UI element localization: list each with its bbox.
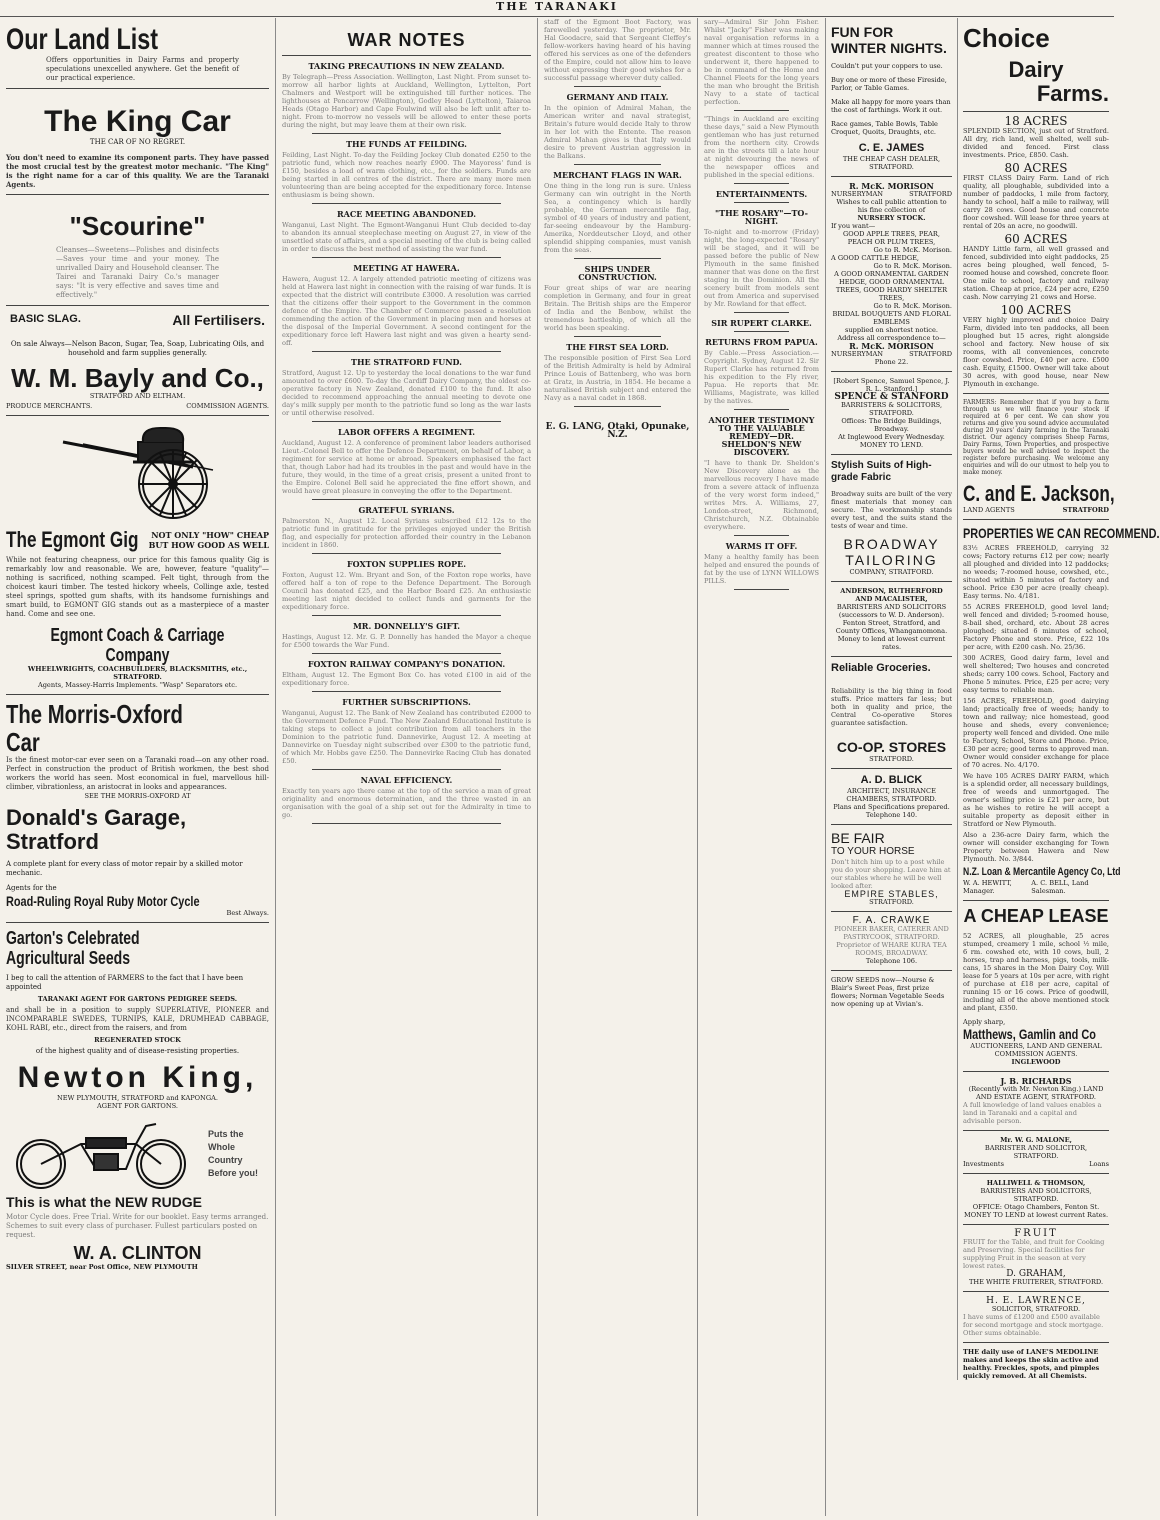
lawrence-body: I have sums of £1200 and £500 available for second mortgage and stock mortgage. Other sums obtainable. (963, 1313, 1104, 1337)
property-item: We have 105 ACRES DAIRY FARM, which is a splendid order, all necessary buildings, free of weeds and unmortgaged. The owner's selling price is £21 per acre, but as he wishes to retire he will accept a suitable property as deposit either in Stratford or New Plymouth. (963, 772, 1109, 828)
property-item: 55 ACRES FREEHOLD, good level land; well fenced and divided; 5-roomed house, 8-bail shed, orchard, etc. About 28 acres ploughed; situated 6 minutes of school, Factory Phone and store. Price, £22 10s per acre, with £200 cash. No. 25/36. (963, 603, 1109, 651)
middle-news-body: In the opinion of Admiral Mahan, the American writer and naval strategist, Britain's future would decide Italy to throw in her lot with the Entente. The reason Admiral Mahan gives is that Italy would desire to prevent Austrian aggression in the Balkans. (544, 104, 691, 160)
middle-news-body: staff of the Egmont Boot Factory, was farewelled yesterday. The proprietor, Mr. Hal Goodacre, said that Sergeant Cleffey's fellow-workers having heard of his having offered his services as one of the defenders of the Empire, could not allow him to leave without expressing their good wishes for a successful passage wherever duty called. (544, 18, 691, 82)
donald-title: Donald's Garage, Stratford (6, 805, 187, 854)
all-fertilisers: All Fertilisers. (172, 312, 265, 328)
stylish-body: Broadway suits are built of the very finest materials that money can secure. The workmanship stands every test, and the suits stand the tests of wear and time. (831, 490, 952, 530)
middle-news-heading: MERCHANT FLAGS IN WAR. (553, 170, 682, 180)
malone-investments: Investments (963, 1160, 1004, 1168)
war-note-body: Wanganui, August 12. The Bank of New Zealand has contributed £2000 to the Government Defence Fund. The New Zealand Educational Institute is taking steps to collect a joint contribution from all teachers in the Dominion to the patriotic fund. Dannevirke, August 12. A meeting at Dannevirke on Tuesday night subscribed over £300 to the patriotic fund, of which Mr. Hobbs gave £250. The Dannevirke Racing Club has donated £50. (282, 709, 531, 765)
buy-games: Buy one or more of these Fireside, Parlor, or Table Games. (831, 76, 947, 92)
empire-title: EMPIRE STABLES, (844, 889, 939, 899)
column-news-right (698, 18, 826, 1516)
anderson-office: Fenton Street, Stratford, and County Offices, Whangamomona. (835, 619, 948, 635)
masthead: THE TARANAKI (0, 0, 1114, 17)
middle-news-heading: GERMANY AND ITALY. (566, 92, 669, 102)
halliwell-sub: BARRISTERS AND SOLICITORS, STRATFORD. (980, 1187, 1092, 1203)
war-note-body: Palmerston N., August 12. Local Syrians subscribed £12 12s to the patriotic fund in gratitude for the privileges enjoyed under the British flag, and especially for protection afforded their country in the Lebanon incident in 1860. (282, 517, 531, 549)
cant-put: Couldn't put your coppers to use. (831, 62, 943, 70)
fruit-body: FRUIT for the Table, and fruit for Cooking and Preserving. Special facilities for supplying Fruit in the season at very lowest rates. (963, 1238, 1105, 1270)
moto-headline: This is what the NEW RUDGE (6, 1194, 203, 1210)
war-notes-title: WAR NOTES (347, 30, 466, 50)
morris-body: Is the finest motor-car ever seen on a Taranaki road—on any other road. Perfect in construction the product of British workmen, the best shod workers the world has seen. Most economical in fuel, marvellous hill-climber, vibrationless, an aristocrat in looks and appearances. (6, 756, 269, 791)
ornamental: A GOOD ORNAMENTAL GARDEN HEDGE, GOOD ORNAMENTAL TREES, GOOD HARDY SHELTER TREES, (834, 270, 949, 302)
richards-title: J. B. RICHARDS (1000, 1076, 1072, 1086)
war-note-body: Exactly ten years ago there came at the top of the service a man of great originality and enormous determination, and the three wasted in an organisation with the goal of a ship set out for the Admiralty in time to go. (282, 787, 531, 819)
listing-body: HANDY Little farm, all well grassed and fenced, subdivided into eight paddocks, 25 acres being ploughed, well fenced, 5-roomed house and cowshed, concrete floor. One mile to school, factory and railway station. Cheap at price, £24 per acre, £250 cash. Now carrying 21 cows and Horse. (963, 245, 1109, 301)
morison-name-2: R. McK. MORISON (849, 341, 934, 351)
middle-news-body: One thing in the long run is sure. Unless Germany can win outright in the North Sea, a contingency which is hardly probable, the German mercantile flag, symbol of 40 years of industry and patient, far-seeing endeavour by the Hamburg-Amerika, Norddeutscher Lloyd, and other splendid shipping companies, must vanish from the seas. (544, 182, 691, 254)
apple-trees: GOOD APPLE TREES, PEAR, PEACH OR PLUM TREES, (843, 230, 940, 246)
coop-sub: STRATFORD. (869, 755, 914, 763)
ruby-motor-cycle: Road-Ruling Royal Ruby Motor Cycle (6, 893, 200, 909)
anderson-sub: BARRISTERS AND SOLICITORS (successors to W. D. Anderson). (836, 603, 947, 619)
cheap-lease-title: A CHEAP LEASE (963, 906, 1109, 926)
apply-sharp: Apply sharp, (963, 1018, 1006, 1026)
stylish-title: Stylish Suits of High-grade Fabric (831, 460, 932, 483)
crawke-phone: Telephone 106. (865, 957, 918, 965)
war-note-heading: FOXTON SUPPLIES ROPE. (346, 559, 467, 569)
richards-body: A full knowledge of land values enables a land in Taranaki and a capital and advisable person. (963, 1101, 1102, 1125)
war-note-body: Foxton, August 12. Wm. Bryant and Son, of the Foxton rope works, have offered half a ton of rope to the Defence Department. The Borough Council has donated £25, and the Harbor Board £25. An enthusiastic meeting last night decided to collect funds and garments for the expeditionary force. (282, 571, 531, 611)
middle-news-heading: THE FIRST SEA LORD. (566, 342, 669, 352)
nz-loan-title: N.Z. Loan & Mercantile Agency Co, Ltd (963, 866, 1121, 878)
right-news-body: Many a healthy family has been helped and ensured the pounds of fat by the use of LYNN WILLOWS PILLS. (704, 553, 819, 585)
gig-carriage-illustration (43, 422, 233, 522)
spence-inglewood: At Inglewood Every Wednesday. (838, 433, 945, 441)
right-news-body: "Things in Auckland are exciting these days," said a New Plymouth gentleman who has just returned from the northern city. Crowds are in the streets till a late hour at night devouring the news of the newspaper offices and published in the special editions. (704, 115, 819, 179)
garton-body: and shall be in a position to supply SUPERLATIVE, PIONEER and INCOMPARABLE SWEDES, TURNIPS, KALE, DRUMHEAD CABBAGE, KOHL RABI, etc., direct from the raisers, and from (6, 1006, 269, 1032)
properties-title: PROPERTIES WE CAN RECOMMEND. (963, 525, 1160, 541)
bayly-left: PRODUCE MERCHANTS. (6, 402, 93, 410)
listing-acres: 60 ACRES (1004, 232, 1068, 246)
malone-loans: Loans (1089, 1160, 1109, 1168)
right-news-heading: "THE ROSARY"—TO-NIGHT. (715, 208, 808, 226)
medoline-ad: THE daily use of LANE'S MEDOLINE makes and keeps the skin active and healthy. Freckles, spots, and pimples quickly removed. At all Chemists. (963, 1348, 1100, 1380)
right-news-body: To-night and to-morrow (Friday) night, the long-expected "Rosary" will be staged, and it will be passed before the public of New Plymouth in the same finished manner that was done on the first staging in the Dominion. All the scenery built from models sent out from America and supervised by Mr. Rowland for that effect. (704, 228, 819, 308)
middle-bottom-line: E. G. LANG, Otaki, Opunake, N.Z. (545, 422, 690, 440)
property-item: 83½ ACRES FREEHOLD, carrying 32 cows; Factory returns £12 per cow; nearly all ploughed and divided into 12 paddocks; no weeds; 7-roomed house, cowshed, etc., situated within 5 minutes of factory and school. Price £30 per acre (really cheap). Easy terms. No. 4/181. (963, 544, 1109, 600)
morison-wishes: Wishes to call public attention to his fine collection of (836, 198, 947, 214)
garton-title: Garton's Celebrated Agricultural Seeds (6, 928, 140, 968)
broadway-title: BROADWAY (843, 536, 940, 552)
right-news-body: sary—Admiral Sir John Fisher. Whilst "Jacky" Fisher was making naval organisation reforms in a manner which at times roused the greatest discontent to those who underwent it, there happened to be in command of the Home and Channel Fleets for the long years the man who brought the British Navy to a state of tactical perfection. (704, 18, 819, 106)
war-note-heading: MR. DONNELLY'S GIFT. (352, 621, 461, 631)
choice-title: Choice (963, 23, 1050, 53)
jackson-right: STRATFORD (1062, 506, 1109, 514)
basic-slag: BASIC SLAG. (10, 313, 81, 325)
king-car-title: The King Car (44, 105, 231, 138)
listing-acres: 80 ACRES (1004, 161, 1068, 175)
matthews-title: Matthews, Gamlin and Co (963, 1026, 1096, 1042)
king-car-body: You don't need to examine its component parts. They have passed the most crucial test by the greatest motor mechanic. "The King" is the right name for a car of this quality. We are the Taranaki Agents. (6, 153, 269, 189)
jackson-title: C. and E. Jackson, (963, 481, 1115, 506)
scourine-body: Cleanses—Sweetens—Polishes and disinfects—Saves your time and your money. The unrivalled Dairy and Household cleanser. The Tairei and Taranaki Dairy Co.'s manager says: "It is very effective and saves time and effectively." (56, 246, 219, 299)
empire-sub: STRATFORD. (869, 898, 914, 906)
richards-sub: (Recently with Mr. Newton King.) LAND AND ESTATE AGENT, STRATFORD. (968, 1085, 1104, 1101)
morison-name: R. McK. MORISON (849, 181, 934, 191)
right-news-heading: ENTERTAINMENTS. (715, 189, 808, 199)
bayly-location: STRATFORD AND ELTHAM. (89, 392, 186, 400)
right-news-heading: RETURNS FROM PAPUA. (705, 337, 818, 347)
donald-body: A complete plant for every class of motor repair by a skilled motor mechanic. (6, 860, 243, 877)
egmont-gig-tag1: NOT ONLY "HOW" CHEAP (151, 530, 269, 540)
halliwell-title: HALLIWELL & THOMSON, (986, 1179, 1086, 1187)
horse-title: TO YOUR HORSE (831, 846, 915, 857)
coop-title: CO-OP. STORES (836, 739, 947, 755)
war-note-body: Hastings, August 12. Mr. G. P. Donnelly has handed the Mayor a cheque for £500 towards the War Fund. (282, 633, 531, 649)
scourine-title: "Scourine" (69, 211, 206, 241)
motorcycle-illustration (6, 1114, 196, 1194)
jackson-left: LAND AGENTS (963, 506, 1015, 514)
newton-king-places: NEW PLYMOUTH, STRATFORD and KAPONGA. (57, 1094, 218, 1102)
game-list: Race games, Table Bowls, Table Croquet, Quoits, Draughts, etc. (831, 120, 938, 136)
farms-title: Farms. (1036, 81, 1109, 106)
moto-side-3: Country (208, 1155, 243, 1165)
column-ads-left (0, 18, 276, 1516)
war-note-heading: FURTHER SUBSCRIPTIONS. (342, 697, 471, 707)
war-note-heading: THE STRATFORD FUND. (351, 357, 462, 367)
reliable-title: Reliable Groceries. (831, 662, 931, 674)
right-news-sections (704, 18, 819, 590)
properties-list (963, 544, 1109, 863)
make-happy: Make all happy for more years than the cost of farthings. Work it out. (831, 98, 951, 114)
right-news-heading: SIR RUPERT CLARKE. (711, 318, 812, 328)
war-note-body: Wanganui, Last Night. The Egmont-Wanganui Hunt Club decided to-day to abandon its annual steeplechase meeting on August 27, in view of the unsettled state of affairs, and a special meeting of the club is being called in order to discuss the best method of assisting the war fund. (282, 221, 531, 253)
war-note-heading: FOXTON RAILWAY COMPANY'S DONATION. (307, 659, 506, 669)
listing-body: VERY highly improved and choice Dairy Farm, divided into ten paddocks, all been ploughed but 15 acres, right alongside school and factory. New house of six rooms, with all conveniences, concrete floor cowshed. Price, £40 per acre. £500 cash. Equity, £1500. Owner will take about 30 acres, with good house, near New Plymouth in exchange. (963, 316, 1109, 388)
war-note-heading: TAKING PRECAUTIONS IN NEW ZEALAND. (308, 61, 505, 71)
anderson-title: ANDERSON, RUTHERFORD AND MACALISTER, (840, 587, 943, 603)
lawrence-sub: SOLICITOR, STRATFORD. (991, 1305, 1081, 1313)
bayly-name: W. M. Bayly and Co., (11, 363, 264, 393)
war-notes-sections (282, 62, 531, 824)
nursery-right: STRATFORD (909, 190, 952, 198)
property-item: 300 ACRES, Good dairy farm, level and well sheltered; Two houses and concreted sheds; carry 100 cows. School, Factory and Phone 5 minutes. Price, £25 per acre; very easy terms to reliable man. (963, 654, 1109, 694)
garton-agent: TARANAKI AGENT FOR GARTONS PEDIGREE SEEDS. (37, 995, 238, 1003)
property-item: Also a 236-acre Dairy farm, which the owner will consider exchanging for Town Property between Hawera and New Plymouth. No. 3/844. (963, 831, 1109, 863)
morison-phone: Phone 22. (874, 358, 909, 366)
column-ads-right (826, 18, 1160, 1516)
bayly-right: COMMISSION AGENTS. (186, 402, 269, 410)
war-note-heading: GRATEFUL SYRIANS. (358, 505, 455, 515)
donald-agents: Agents for the (6, 884, 57, 892)
spence-money: MONEY TO LEND. (859, 441, 924, 449)
nz-loan-right: A. C. BELL, Land Salesman. (1031, 879, 1089, 895)
anderson-money: Money to lend at lowest current rates. (837, 635, 946, 651)
egmont-coach-agents: Agents, Massey-Harris Implements. "Wasp" Separators etc. (37, 681, 238, 689)
war-note-body: Auckland, August 12. A conference of prominent labor leaders authorised Lieut.-Colonel Bell to offer the Defence Department, on behalf of Labor, a regiment for service at home or abroad. Speakers emphasised the fact that, though Labor had had its troubles in the past and would have in the future, they would, in the time of a great crisis, present a united front to the Empire. Colonel Bell said he appreciated the fine effort shown, and would have great pleasure in conveying the offer to the Department. (282, 439, 531, 495)
right-news-body: By Cable.—Press Association.—Copyright. Sydney, August 12. Sir Rupert Clarke has returned from his expedition to the Fly river, Papua. He reports that Mr. Williams, Magistrate, was killed by the natives. (704, 349, 819, 405)
morris-title: The Morris-Oxford Car (6, 699, 183, 757)
halliwell-office: OFFICE: Otago Chambers, Fenton St. (972, 1203, 1100, 1211)
nursery-left-2: NURSERYMAN (831, 350, 884, 358)
james-name: C. E. JAMES (858, 142, 925, 154)
egmont-gig-title: The Egmont Gig (6, 527, 139, 552)
graham-sub: THE WHITE FRUITERER, STRATFORD. (968, 1278, 1104, 1286)
war-note-heading: LABOR OFFERS A REGIMENT. (337, 427, 476, 437)
blick-title: A. D. BLICK (860, 774, 923, 786)
land-list-body: Offers opportunities in Dairy Farms and property speculations unexcelled anywhere. Get the benefit of our practical experience. (46, 56, 239, 82)
war-note-heading: NAVAL EFFICIENCY. (360, 775, 453, 785)
middle-news-body: The responsible position of First Sea Lord of the British Admiralty is held by Admiral Prince Louis of Battenberg, who was born at Gratz, in Austria, in 1854. He became a naturalised British subject and entered the Navy as a naval cadet in 1868. (544, 354, 691, 402)
goto-morison-2: Go to R. McK. Morison. (873, 262, 952, 270)
moto-side-4: Before you! (208, 1168, 259, 1178)
moto-side-1: Puts the (208, 1129, 244, 1139)
graham-title: D. GRAHAM, (1006, 1269, 1066, 1279)
newton-king-title: Newton King, (17, 1061, 258, 1094)
horse-body: Don't hitch him up to a post while you do your shopping. Leave him at our stables where he will be well looked after. (831, 858, 951, 890)
spence-title: SPENCE & STANFORD (834, 392, 949, 402)
grow-seeds: GROW SEEDS now—Nourse & Blair's Sweet Peas, first prize flowers; Norman Vegetable Seeds now opening up at Vivian's. (831, 976, 945, 1008)
middle-news-sections (544, 18, 691, 407)
war-note-heading: RACE MEETING ABANDONED. (336, 209, 477, 219)
king-car-subtitle: THE CAR OF NO REGRET. (89, 138, 186, 146)
fruit-title: FRUIT (1014, 1228, 1058, 1239)
clinton-name: W. A. CLINTON (73, 1243, 202, 1263)
cattle-hedge: A GOOD CATTLE HEDGE, (831, 254, 919, 262)
goto-morison-3: Go to R. McK. Morison. (873, 302, 952, 310)
garton-intro: I beg to call the attention of FARMERS to the fact that I have been appointed (6, 974, 244, 991)
property-item: 156 ACRES, FREEHOLD, good dairying land; practically free of weeds; handy to town and railway; nice homestead, good house and sheds, every convenience; property well fenced and divided. One mile to Factory, School, Store and Phone. Price, £30 per acre; good terms to approved man. Owner would consider exchange for place of 70 acres. No. 4/170. (963, 697, 1109, 769)
fun-title: FUN FOR WINTER NIGHTS. (831, 24, 947, 56)
crawke-body: Proprietor of WHARE KURA TEA ROOMS, BROADWAY. (836, 941, 947, 957)
column-land-ads (958, 18, 1160, 1380)
egmont-gig-body: While not featuring cheapness, our price for this famous quality Gig is remarkably low and reasonable. We are, however, feature "quality"—nothing is sacrificed, nothing scamped. Felt tight, through from the choicest kauri timber. The tested hickory wheels, Collinge axle, tested steel springs, spotted gum shafts, with its handsome furnishings and smart build, to EGMONT GIG stands out as a masterpiece of a master hand. Come and see one. (6, 556, 269, 618)
crawke-title: F. A. CRAWKE (852, 915, 931, 926)
dairy-title: Dairy (1008, 57, 1064, 82)
middle-news-heading: SHIPS UNDER CONSTRUCTION. (578, 264, 657, 282)
farm-listings (963, 114, 1109, 388)
tailoring-sub: COMPANY, STRATFORD. (849, 568, 934, 576)
nz-loan-left: W. A. HEWITT, Manager. (963, 879, 1012, 895)
war-note-body: By Telegraph—Press Association. Wellington, Last Night. From sunset to-morrow all harbor lights at Auckland, Wellington, Lyttelton, Port Chalmers and Westport will be extinguished till further notices. The lighthouses at Pencarrow (Wellington), Godley Head (Lyttelton), Taiaroa Heads (Otago Harbor) and Cape Foulwind will also be left unlit after to-night. From to-morrow no vessels will be allowed to enter these ports during the night, but may leave them at their own risk. (282, 73, 531, 129)
moto-body: Motor Cycle does. Free Trial. Write for our booklet. Easy terms arranged. Schemes to suit every class of purchaser. Fullest particulars posted on request. (6, 1213, 269, 1239)
halliwell-money: MONEY TO LEND at lowest current Rates. (963, 1211, 1109, 1219)
egmont-coach-title: Egmont Coach & Carriage Company (50, 625, 225, 665)
garton-tail: of the highest quality and of disease-resisting properties. (35, 1047, 240, 1055)
war-note-heading: MEETING AT HAWERA. (353, 263, 460, 273)
matthews-sub: AUCTIONEERS, LAND AND GENERAL COMMISSION AGENTS. (970, 1042, 1102, 1058)
spence-office: Offices: The Bridge Buildings, Broadway. (841, 417, 942, 433)
spence-names: [Robert Spence, Samuel Spence, J. R. L. Stanford.] (833, 377, 950, 393)
fair-title: BE FAIR (831, 830, 885, 846)
nursery-stock: NURSERY STOCK. (857, 214, 926, 222)
listing-acres: 18 ACRES (1004, 114, 1068, 128)
egmont-gig-tag2: BUT HOW GOOD AS WELL (148, 540, 269, 550)
right-news-body: "I have to thank Dr. Sheldon's New Discovery alone as the marvellous recovery I have made from a severe attack of influenza of the very worst form indeed," writes Mrs. A. Williams, 27, London-street, Richmond, Christchurch, N.Z. Obtainable everywhere. (704, 459, 819, 531)
james-sub: THE CHEAP CASH DEALER, STRATFORD. (842, 155, 941, 171)
war-note-body: Eltham, August 12. The Egmont Box Co. has voted £100 in aid of the expeditionary force. (282, 671, 531, 687)
war-note-heading: THE FUNDS AT FEILDING. (346, 139, 467, 149)
listing-body: SPLENDID SECTION, just out of Stratford. All dry, rich land, well shelted, well sub-divided and fenced. First class investments. Price, £850. Cash. (963, 127, 1109, 159)
nursery-right-2: STRATFORD (909, 350, 952, 358)
cheap-lease-body: 52 ACRES, all ploughable, 25 acres stumped, creamery 1 mile, school ½ mile, 6 rm. cowshed etc, with 10 cows, bull, 2 horses, trap and harness, pigs, tools, milk-cans, 15 shares in the Mon Dairy Coy. Will lease for 5 years at 10s per acre, with right of purchase at £18 per acre, capital of running 15 or 16 cows. Price of goodwill, including all of the above mentioned stock and plant, £350. (963, 932, 1109, 1012)
spence-sub: BARRISTERS & SOLICITORS, STRATFORD. (840, 401, 943, 417)
bridal: BRIDAL BOUQUETS AND FLORAL EMBLEMS (832, 310, 951, 326)
column-news-middle (538, 18, 698, 1516)
listing-body: FIRST CLASS Dairy Farm. Land of rich quality, all ploughable, subdivided into a number of paddocks, 1 mile from factory, handy to school, half a mile to railway, will carry 28 cows. Good house and concrete floor cowshed. Will lease for three years at rental of 20s an acre, no goodwill. (963, 174, 1109, 230)
donald-best: Best Always. (226, 909, 269, 917)
malone-title: Mr. W. G. MALONE, (1000, 1136, 1072, 1144)
crawke-sub: PIONEER BAKER, CATERER AND PASTRYCOOK, STRATFORD. (834, 925, 949, 941)
land-list-title: Our Land List (6, 23, 159, 56)
egmont-coach-sub: WHEELWRIGHTS, COACHBUILDERS, BLACKSMITHS, etc., STRATFORD. (27, 665, 248, 681)
war-note-body: Hawera, August 12. A largely attended patriotic meeting of citizens was held at Hawera last night in connection with the raising of war funds. It is expected that the district will contribute £3000. A resolution was carried that the citizens offer their support to the Government in the common defence of the Empire. The Chamber of Commerce passed a resolution commending the action of the Government in placing men and horses at the disposal of the Imperial Government. A second contingent for the expeditionary force left Hawera last night and was given a hearty send-off. (282, 275, 531, 347)
war-note-body: Feilding, Last Night. To-day the Feilding Jockey Club donated £250 to the patriotic fund, which now reaches nearly £900. The Mayoress' fund is £150, besides a load of warm clothing, etc., for the soldiers. Funds are being started in all centres of the district. There are many more men volunteering than are being accepted for the expeditionary force. Intense enthusiasm is being shown. (282, 151, 531, 199)
nursery-left: NURSERYMAN (831, 190, 884, 198)
if-you-want: If you want— (831, 222, 876, 230)
moto-side-2: Whole (208, 1142, 235, 1152)
goto-morison-1: Go to R. McK. Morison. (873, 246, 952, 254)
farmers-notice: FARMERS: Remember that if you buy a farm through us we will finance your stock if required at 6 per cent. We can show you returns and give you sound advice accumulated during 20 years' dairy farming in the Taranaki district. Our agency comprises Sheep Farms, Dairy Farms, Town Properties, and prospective buyers would be well advised to inspect the register before purchasing. We welcome any enquiries and will do our utmost to help you to make money. (963, 399, 1109, 476)
clinton-address: SILVER STREET, near Post Office, NEW PLYMOUTH (6, 1263, 198, 1271)
tailoring-title: TAILORING (845, 552, 938, 568)
lawrence-title: H. E. LAWRENCE, (986, 1296, 1086, 1306)
middle-news-body: Four great ships of war are nearing completion in Germany, and four in great Britain. The British ships are the Emperor of India and the Benbow, whilst the tremendous battleship, of which all the world has been speaking. (544, 284, 691, 332)
on-sale-text: On sale Always—Nelson Bacon, Sugar, Tea, Soap, Lubricating Oils, and household and farm supplies generally. (10, 340, 265, 357)
supplied: supplied on shortest notice. Address all correspondence to— (837, 326, 946, 342)
listing-acres: 100 ACRES (1000, 303, 1072, 317)
blick-sub: ARCHITECT, INSURANCE CHAMBERS, STRATFORD. (846, 787, 937, 803)
matthews-loc: INGLEWOOD (1011, 1058, 1061, 1066)
morris-see: SEE THE MORRIS-OXFORD AT (84, 792, 191, 800)
column-war-notes (276, 18, 538, 1516)
garton-regen: REGENERATED STOCK (94, 1036, 181, 1044)
blick-plans: Plans and Specifications prepared. Telephone 140. (833, 803, 950, 819)
right-news-heading: WARMS IT OFF. (725, 541, 798, 551)
reliable-body: Reliability is the big thing in food stuffs. Price matters far less; but both in quality and price, the Central Co-operative Stores guarantee satisfaction. (831, 687, 952, 727)
malone-sub: BARRISTER AND SOLICITOR, STRATFORD. (984, 1144, 1088, 1160)
newton-king-agent: AGENT FOR GARTONS. (97, 1102, 178, 1110)
war-note-body: Stratford, August 12. Up to yesterday the local donations to the war fund amounted to over £600. To-day the Cardiff Dairy Company, the oldest co-operative factory in New Zealand, donated £100 to the fund. It also decided to recommend approaching the annual meeting to devote one day's milk supply per month to the patriotic fund so long as the war lasts or until otherwise resolved. (282, 369, 531, 417)
right-news-heading: ANOTHER TESTIMONY TO THE VALUABLE REMEDY—DR. SHELDON'S NEW DISCOVERY. (708, 415, 815, 457)
